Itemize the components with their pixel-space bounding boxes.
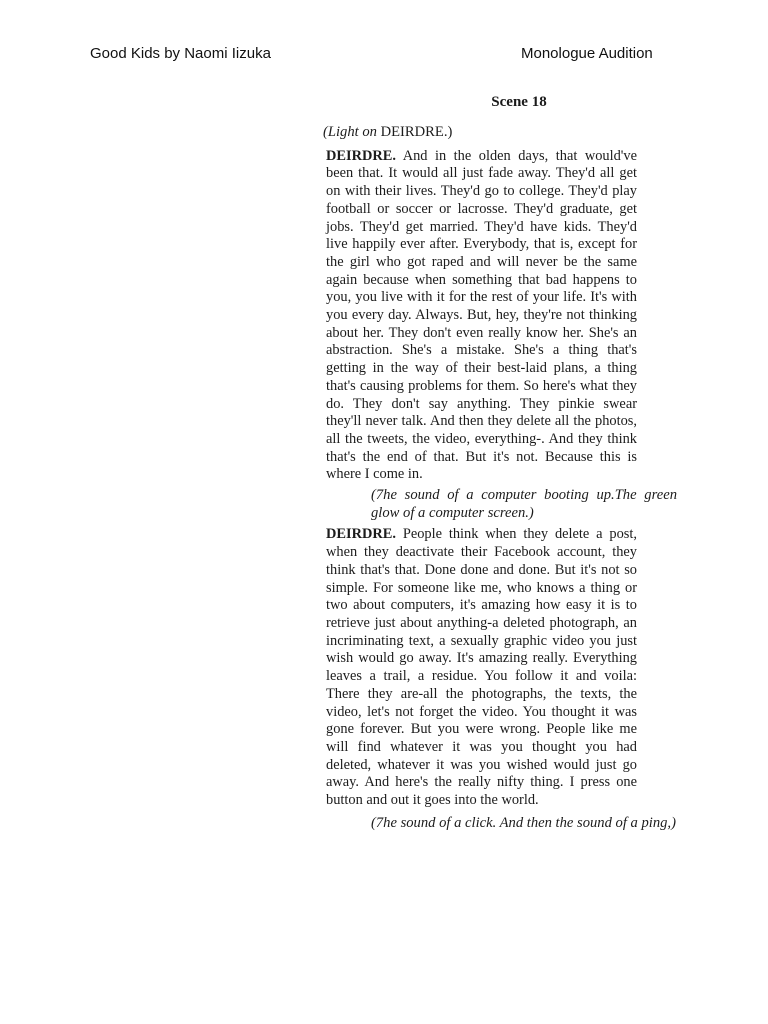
header-title: Good Kids by Naomi Iizuka xyxy=(90,45,271,62)
script-body xyxy=(323,124,677,836)
stage-direction-text: (Light on xyxy=(323,124,377,140)
speaker-name: DEIRDRE. xyxy=(326,526,396,543)
speech-block xyxy=(326,148,637,484)
stage-direction: (7he sound of a computer booting up.The green glow of a computer screen.) xyxy=(371,487,677,521)
stage-direction: (7he sound of a click. And then the sound of a ping,) xyxy=(371,814,676,831)
opening-stage-direction xyxy=(323,124,677,142)
stage-direction-close: ) xyxy=(447,124,453,140)
scene-title: Scene 18 xyxy=(491,94,547,110)
speech-text: People think when they delete a post, when they deactivate their Facebook account, they think that's that. Done done and done. But it's not so simple. For someone like me, who knows a thing or two about computers, it's amazing how easy it is to retrieve just about anything-a deleted photograph, an incriminating text, a sexually graphic video you just wish would go away. It's amazing really. Everything leaves a trail, a residue. You follow it and voila: There they are-all the photographs, the texts, the video, let's not forget the video. You thought it was gone forever. But you were wrong. People like me will find whatever it was you thought you had deleted, whatever it was you wished would just go away. And here's the really nifty thing. I press one button and out it goes into the world. xyxy=(326,526,637,809)
speaker-name: DEIRDRE. xyxy=(326,147,396,164)
speech-block xyxy=(326,526,637,809)
speech-text: And in the olden days, that would've been that. It would all just fade away. They'd all get on with their lives. They'd go to college. They'd play football or soccer or lacrosse. They'd graduate, get jobs. They'd get married. They'd have kids. They'd live happily ever after. Everybody, that is, except for the girl who got raped and will never be the same again because when something that bad happens to you, you live with it for the rest of your life. It's with you every day. Always. But, hey, they're not thinking about her. They don't even really know her. She's an abstraction. She's a mistake. She's a thing that's getting in the way of their best-laid plans, a thing that's causing problems for them. So here's what they do. They don't say anything. They pinkie swear they'll never talk. And then they delete all the photos, all the tweets, the video, everything-. And they think that's the end of that. But it's not. Because this is where I come in. xyxy=(326,147,637,483)
character-name: DEIRDRE. xyxy=(380,124,448,140)
header-label: Monologue Audition xyxy=(521,45,653,62)
